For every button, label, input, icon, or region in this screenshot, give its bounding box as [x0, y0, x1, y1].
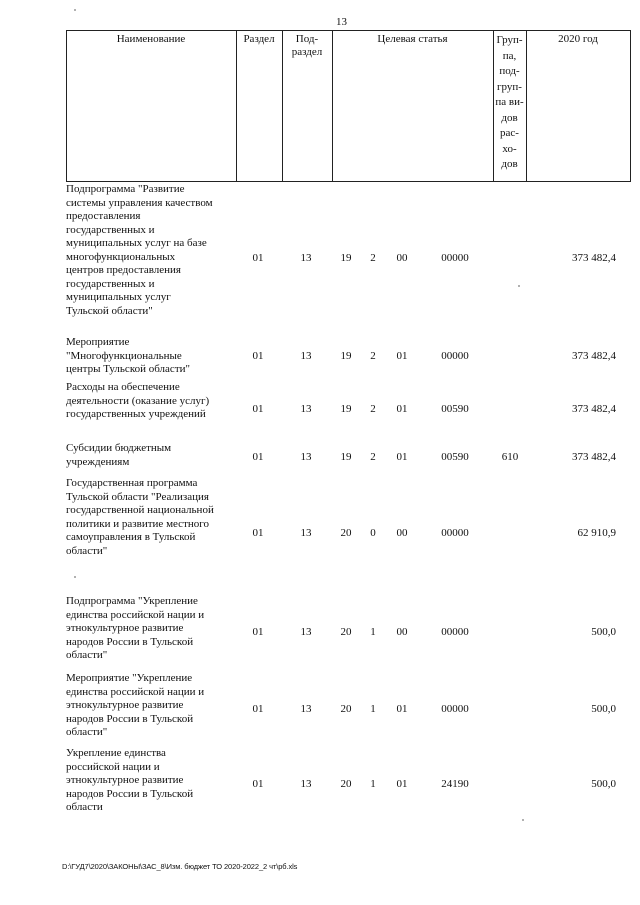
row-name-line: предоставления: [66, 210, 141, 222]
cell-target-program: 19: [340, 252, 352, 264]
row-name-line: Расходы на обеспечение: [66, 381, 180, 393]
header-year: 2020 год: [558, 33, 598, 45]
header-group-line: рас-: [500, 127, 519, 139]
cell-target-program: 19: [340, 451, 352, 463]
row-name-line: Мероприятие "Укрепление: [66, 672, 193, 684]
cell-target-program: 20: [340, 778, 352, 790]
header-group-line: груп-: [497, 80, 522, 93]
cell-amount-2020: 500,0: [591, 778, 616, 790]
header-subsection: [282, 33, 332, 59]
cell-section: 01: [252, 252, 264, 264]
row-name-line: самоуправления в Тульской: [66, 531, 196, 543]
header-target-article: Целевая статья: [377, 33, 448, 45]
row-name: [66, 442, 246, 469]
row-name-line: Субсидии бюджетным: [66, 442, 172, 454]
cell-target-measure: 01: [396, 350, 408, 362]
row-name-line: системы управления качеством: [66, 196, 213, 209]
cell-section: 01: [252, 778, 264, 790]
row-name-line: народов России в Тульской: [66, 635, 194, 648]
row-name-line: "Многофункциональные: [66, 349, 182, 362]
row-name-line: Укрепление единства: [66, 747, 166, 759]
cell-target-direction: 00000: [441, 626, 469, 638]
cell-target-direction: 00590: [441, 403, 469, 415]
row-name-line: государственной национальной: [66, 504, 214, 516]
file-path-footer: D:\ГУД7\2020\ЗАКОНЫ\ЗАС_8\Изм. бюджет ТО 2020-2022_2 чт\рб.xls: [62, 862, 298, 871]
row-name-line: этнокультурное развитие: [66, 622, 184, 634]
cell-expense-group: 610: [501, 451, 519, 463]
cell-subsection: 13: [300, 451, 312, 463]
header-group-line: под-: [499, 65, 520, 77]
cell-section: 01: [252, 403, 264, 415]
header-group-line: па ви-: [495, 96, 524, 108]
cell-target-subprogram: 0: [370, 527, 376, 539]
row-name: [66, 183, 246, 318]
row-name: [66, 595, 246, 663]
row-name-line: российской нации и: [66, 760, 160, 773]
row-name-line: единства российской нации и: [66, 685, 205, 698]
row-name-line: Тульской области": [66, 304, 153, 317]
cell-amount-2020: 373 482,4: [572, 451, 616, 463]
cell-target-program: 20: [340, 626, 352, 638]
cell-amount-2020: 500,0: [591, 626, 616, 638]
row-name-line: государственных и: [66, 223, 155, 236]
cell-target-program: 19: [340, 403, 352, 415]
row-name-line: Государственная программа: [66, 477, 198, 489]
cell-amount-2020: 62 910,9: [577, 527, 616, 539]
row-name-line: единства российской нации и: [66, 608, 205, 621]
row-name-line: народов России в Тульской: [66, 787, 194, 800]
cell-target-program: 19: [340, 350, 352, 362]
cell-target-measure: 01: [396, 451, 408, 463]
cell-target-subprogram: 2: [370, 403, 376, 415]
header-group-line: дов: [501, 111, 518, 124]
cell-section: 01: [252, 626, 264, 638]
cell-target-direction: 00590: [441, 451, 469, 463]
cell-target-measure: 00: [396, 527, 408, 539]
header-section: Раздел: [243, 33, 275, 45]
cell-target-measure: 01: [396, 403, 408, 415]
header-group-line: дов: [501, 158, 518, 170]
cell-subsection: 13: [300, 626, 312, 638]
cell-subsection: 13: [300, 252, 312, 264]
page-number: 13: [336, 16, 347, 28]
row-name: [66, 477, 246, 558]
cell-target-program: 20: [340, 703, 352, 715]
row-name-line: муниципальных услуг: [66, 291, 171, 303]
cell-amount-2020: 373 482,4: [572, 350, 616, 362]
row-name-line: этнокультурное развитие: [66, 774, 184, 786]
row-name-line: Подпрограмма "Развитие: [66, 183, 185, 195]
header-group-line: па,: [502, 49, 517, 62]
row-name: [66, 336, 246, 377]
cell-amount-2020: 373 482,4: [572, 252, 616, 264]
cell-subsection: 13: [300, 703, 312, 715]
row-name-line: центров предоставления: [66, 264, 181, 276]
row-name-line: Тульской области "Реализация: [66, 490, 209, 503]
cell-target-measure: 01: [396, 778, 408, 790]
header-group-line: хо-: [502, 142, 517, 155]
cell-section: 01: [252, 703, 264, 715]
row-name: [66, 381, 246, 422]
row-name-line: области": [66, 726, 108, 738]
row-name-line: области": [66, 544, 108, 557]
cell-target-program: 20: [340, 527, 352, 539]
row-name-line: области: [66, 801, 103, 813]
row-name-line: деятельности (оказание услуг): [66, 394, 210, 407]
cell-section: 01: [252, 527, 264, 539]
cell-target-subprogram: 1: [370, 626, 376, 638]
row-name-line: многофункциональных: [66, 250, 176, 263]
cell-target-measure: 00: [396, 252, 408, 264]
cell-target-direction: 00000: [441, 350, 469, 362]
row-name: [66, 747, 246, 815]
row-name-line: области": [66, 649, 108, 661]
cell-target-direction: 24190: [441, 778, 469, 790]
row-name-line: политики и развитие местного: [66, 517, 209, 530]
cell-target-measure: 00: [396, 626, 408, 638]
row-name: [66, 672, 246, 740]
cell-subsection: 13: [300, 778, 312, 790]
cell-target-subprogram: 2: [370, 252, 376, 264]
cell-target-subprogram: 1: [370, 778, 376, 790]
row-name-line: муниципальных услуг на базе: [66, 237, 207, 249]
row-name-line: государственных учреждений: [66, 408, 206, 420]
cell-subsection: 13: [300, 350, 312, 362]
cell-target-subprogram: 1: [370, 703, 376, 715]
header-subsection-line: раздел: [291, 46, 323, 58]
row-name-line: народов России в Тульской: [66, 712, 194, 725]
cell-target-measure: 01: [396, 703, 408, 715]
cell-subsection: 13: [300, 403, 312, 415]
cell-target-subprogram: 2: [370, 350, 376, 362]
cell-subsection: 13: [300, 527, 312, 539]
cell-target-direction: 00000: [441, 703, 469, 715]
cell-section: 01: [252, 350, 264, 362]
row-name-line: Подпрограмма "Укрепление: [66, 595, 198, 607]
row-name-line: государственных и: [66, 277, 155, 290]
cell-amount-2020: 373 482,4: [572, 403, 616, 415]
cell-target-subprogram: 2: [370, 451, 376, 463]
row-name-line: Мероприятие: [66, 336, 130, 348]
cell-amount-2020: 500,0: [591, 703, 616, 715]
row-name-line: этнокультурное развитие: [66, 699, 184, 711]
row-name-line: центры Тульской области": [66, 363, 190, 375]
header-subsection-line: Под-: [295, 33, 319, 45]
cell-target-direction: 00000: [441, 527, 469, 539]
header-expense-group: [493, 33, 526, 173]
cell-section: 01: [252, 451, 264, 463]
header-group-line: Груп-: [496, 34, 523, 46]
header-name: Наименование: [116, 33, 186, 45]
cell-target-direction: 00000: [441, 252, 469, 264]
row-name-line: учреждениям: [66, 455, 130, 468]
